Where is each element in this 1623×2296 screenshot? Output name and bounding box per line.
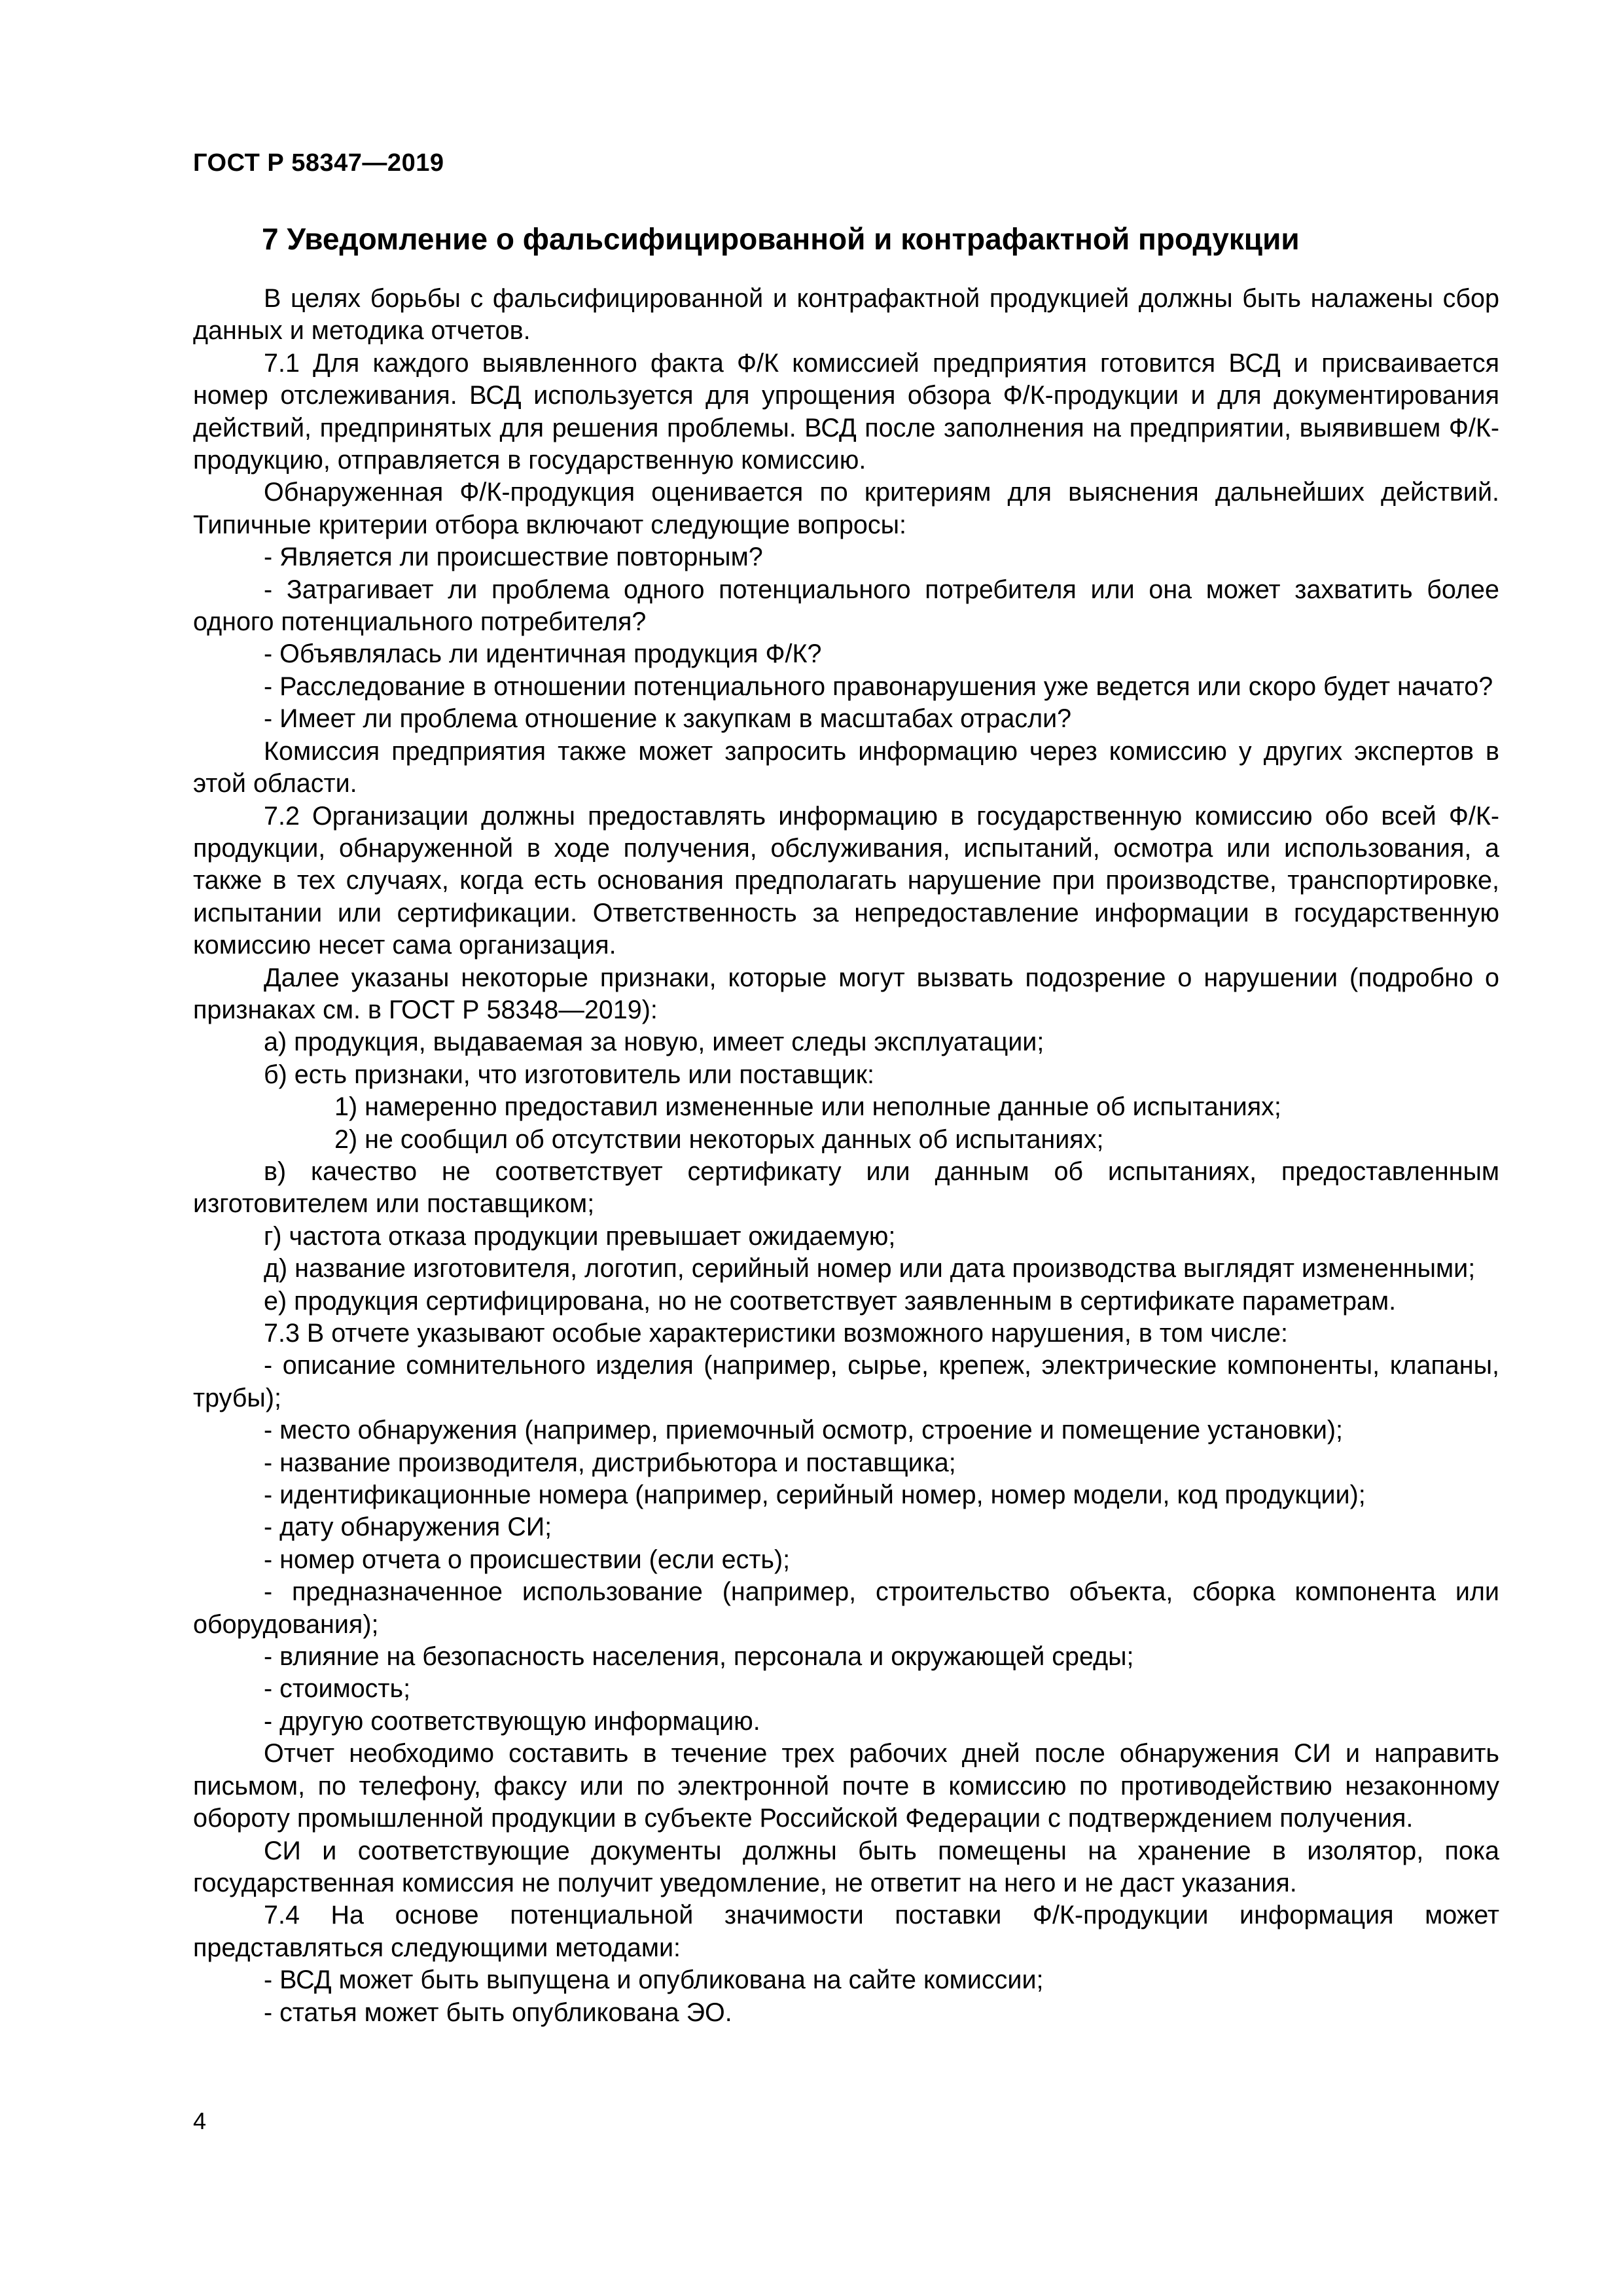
list-item: е) продукция сертифицирована, но не соответствует заявленным в сертификате параметрам. [264, 1286, 1397, 1316]
list-item: - Объявлялась ли идентичная продукция Ф/К? [264, 639, 822, 669]
list-item: - другую соответствующую информацию. [264, 1706, 760, 1736]
paragraph: 7.2 Организации должны предоставлять информацию в государственную комиссию обо всей Ф/К-продукции, обнаруженной в ходе получения, обслуживания, испытаний, осмотра или использования, а также в тех случаях, когда есть основания предполагать нарушение при производстве, транспортировке, испытании или сертификации. Ответственность за непредоставление информации в государственную комиссию несет сама организация. [193, 801, 1499, 960]
paragraph: 7.4 На основе потенциальной значимости поставки Ф/К-продукции информация может представляться следующими методами: [193, 1901, 1499, 1962]
list-item: - номер отчета о происшествии (если есть); [264, 1545, 791, 1574]
paragraph: Отчет необходимо составить в течение трех рабочих дней после обнаружения СИ и направить письмом, по телефону, факсу или по электронной почте в комиссию по противодействию незаконному обороту промышленной продукции в субъекте Российской Федерации с подтверждением получения. [193, 1739, 1499, 1833]
list-item: - Расследование в отношении потенциального правонарушения уже ведется или скоро будет начато? [264, 672, 1493, 701]
list-item: - Затрагивает ли проблема одного потенциального потребителя или она может захватить более одного потенциального потребителя? [193, 575, 1499, 637]
list-item: - статья может быть опубликована ЭО. [264, 1998, 732, 2027]
list-item: - описание сомнительного изделия (например, сырье, крепеж, электрические компоненты, клапаны, трубы); [193, 1351, 1499, 1412]
list-item: - название производителя, дистрибьютора и поставщика; [264, 1448, 956, 1477]
paragraph: Комиссия предприятия также может запросить информацию через комиссию у других экспертов в этой области. [193, 736, 1499, 798]
list-item: - предназначенное использование (например, строительство объекта, сборка компонента или оборудования); [193, 1577, 1499, 1639]
list-item: в) качество не соответствует сертификату или данным об испытаниях, предоставленным изготовителем или поставщиком; [193, 1157, 1499, 1219]
list-item: б) есть признаки, что изготовитель или поставщик: [264, 1060, 874, 1089]
document-header: ГОСТ Р 58347—2019 [193, 149, 444, 177]
list-item: - место обнаружения (например, приемочный осмотр, строение и помещение установки); [264, 1416, 1344, 1445]
list-item: д) название изготовителя, логотип, серийный номер или дата производства выглядят измененными; [264, 1254, 1476, 1283]
body-text [193, 283, 1499, 2029]
list-item: - стоимость; [264, 1674, 411, 1704]
paragraph: Далее указаны некоторые признаки, которые могут вызвать подозрение о нарушении (подробно о признаках см. в ГОСТ Р 58348—2019): [193, 963, 1499, 1024]
list-item: г) частота отказа продукции превышает ожидаемую; [264, 1221, 896, 1251]
page-number: 4 [193, 2108, 207, 2134]
paragraph: В целях борьбы с фальсифицированной и контрафактной продукцией должны быть налажены сбор данных и методика отчетов. [193, 284, 1499, 346]
list-item: - влияние на безопасность населения, персонала и окружающей среды; [264, 1642, 1134, 1672]
list-item: - дату обнаружения СИ; [264, 1513, 552, 1542]
paragraph: 7.1 Для каждого выявленного факта Ф/К комиссией предприятия готовится ВСД и присваивается номер отслеживания. ВСД используется для упрощения обзора Ф/К-продукции и для документирования действий, предпринятых для решения проблемы. ВСД после заполнения на предприятии, выявившем Ф/К-продукцию, отправляется в государственную комиссию. [193, 348, 1499, 475]
list-item: - Является ли происшествие повторным? [264, 543, 763, 572]
list-item: - Имеет ли проблема отношение к закупкам в масштабах отрасли? [264, 704, 1072, 734]
list-item: а) продукция, выдаваемая за новую, имеет следы эксплуатации; [264, 1028, 1044, 1057]
paragraph: СИ и соответствующие документы должны быть помещены на хранение в изолятор, пока государственная комиссия не получит уведомление, не ответит на него и не даст указания. [193, 1836, 1499, 1897]
sub-list-item: 1) намеренно предоставил измененные или неполные данные об испытаниях; [334, 1092, 1281, 1122]
list-item: - ВСД может быть выпущена и опубликована на сайте комиссии; [264, 1965, 1044, 1995]
section-title: 7 Уведомление о фальсифицированной и контрафактной продукции [262, 222, 1300, 256]
paragraph: Обнаруженная Ф/К-продукция оценивается по критериям для выяснения дальнейших действий. Типичные критерии отбора включают следующие вопросы: [193, 478, 1499, 539]
sub-list-item: 2) не сообщил об отсутствии некоторых данных об испытаниях; [334, 1124, 1104, 1154]
paragraph: 7.3 В отчете указывают особые характеристики возможного нарушения, в том числе: [264, 1319, 1288, 1348]
list-item: - идентификационные номера (например, серийный номер, номер модели, код продукции); [264, 1480, 1366, 1510]
